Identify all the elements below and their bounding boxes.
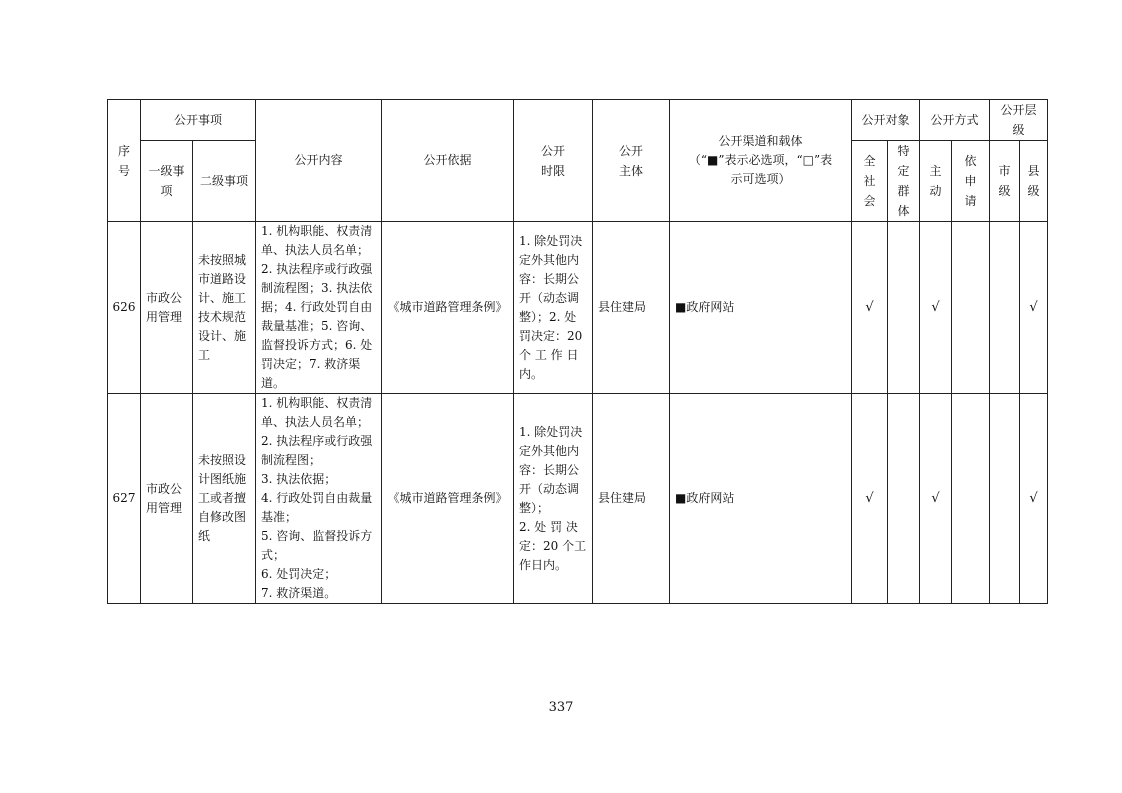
text-line: 计图纸施 xyxy=(198,472,247,486)
text-line: 工 xyxy=(198,347,211,362)
text-line: 容：长期公 xyxy=(519,462,580,477)
text-line: 个 工 作 日 xyxy=(519,347,579,362)
text-line: 级 xyxy=(1027,184,1040,198)
text-line: 罚决定；7. 救济渠道。 xyxy=(261,357,361,390)
text-line: 未按照城 xyxy=(198,252,247,267)
text-line: 一级事 xyxy=(148,164,185,178)
header-time-limit xyxy=(514,100,593,222)
text-line: 技术规范 xyxy=(198,309,247,324)
table-row xyxy=(108,394,1048,604)
check-all-society: √ xyxy=(852,394,888,604)
text-line: 群 xyxy=(897,184,910,198)
header-county xyxy=(1020,141,1048,222)
text-line: 设计、施 xyxy=(198,328,247,343)
header-seq xyxy=(108,100,141,222)
header-all-society xyxy=(852,141,888,222)
text-line: 自修改图 xyxy=(198,510,247,524)
text-line: 市道路设 xyxy=(198,271,247,286)
text-line: 时限 xyxy=(541,163,566,178)
text-line: 工或者擅 xyxy=(198,491,247,505)
header-active xyxy=(920,141,952,222)
check-on-request xyxy=(952,222,990,394)
text-line: 单、执法人员名单； xyxy=(261,415,370,429)
page-number: 337 xyxy=(548,700,574,715)
text-line: 市政公 xyxy=(146,290,183,305)
text-line: 市政公 xyxy=(146,481,183,496)
text-line: 整）； xyxy=(519,500,550,515)
text-line: 公开 xyxy=(619,143,644,158)
header-row-1 xyxy=(108,100,1048,141)
text-line: 裁量基准；5. 咨询、 xyxy=(261,319,373,333)
text-line: 示可选项） xyxy=(730,172,791,186)
text-line: 纸 xyxy=(198,529,211,543)
text-line: 4. 行政处罚自由裁量 xyxy=(261,491,373,505)
text-line: 项 xyxy=(160,184,173,198)
text-line: 序 xyxy=(117,143,130,158)
header-item-group: 公开事项 xyxy=(141,100,256,141)
text-line: 式； xyxy=(261,548,286,562)
row-content xyxy=(256,222,382,394)
text-line: 依 xyxy=(964,154,977,168)
text-line: 制流程图；3. 执法依 xyxy=(261,281,373,295)
text-line: 申 xyxy=(964,174,977,188)
text-line: 级 xyxy=(998,184,1011,198)
header-channel xyxy=(670,100,852,222)
text-line: 罚决定：20 xyxy=(519,328,583,343)
text-line: 7. 救济渠道。 xyxy=(261,586,337,600)
row-basis: 《城市道路管理条例》 xyxy=(382,222,514,394)
text-line: 2. 执法程序或行政强 xyxy=(261,262,373,276)
text-line: 用管理 xyxy=(146,500,183,515)
row-level1 xyxy=(141,222,193,394)
text-line: 整）；2. 处 xyxy=(519,309,577,324)
check-specific-group xyxy=(888,394,920,604)
text-line: 请 xyxy=(964,194,977,208)
text-line: 公开层 xyxy=(1000,103,1037,117)
text-line: 5. 咨询、监督投诉方 xyxy=(261,529,373,543)
text-line: 开（动态调 xyxy=(519,481,580,496)
text-line: 2. 处 罚 决 xyxy=(519,519,578,534)
text-line: 计、施工 xyxy=(198,290,247,305)
text-line: 2. 执法程序或行政强 xyxy=(261,434,373,448)
text-line: 单、执法人员名单； xyxy=(261,243,370,257)
text-line: 基准； xyxy=(261,510,298,524)
text-line: 定 xyxy=(897,164,910,178)
row-subject: 县住建局 xyxy=(593,394,670,604)
header-specific-group xyxy=(888,141,920,222)
text-line: 用管理 xyxy=(146,309,183,324)
header-on-request xyxy=(952,141,990,222)
text-line: 监督投诉方式；6. 处 xyxy=(261,338,373,352)
text-line: 定：20 个工 xyxy=(519,538,587,553)
header-subject xyxy=(593,100,670,222)
row-time-limit xyxy=(514,222,593,394)
text-line: 动 xyxy=(929,184,942,198)
text-line: 级 xyxy=(1012,123,1025,137)
text-line: （“■”表示必选项，“□”表 xyxy=(688,153,833,167)
check-city xyxy=(990,222,1020,394)
header-level2: 二级事项 xyxy=(193,141,256,222)
row-level1 xyxy=(141,394,193,604)
text-line: 1. 除处罚决 xyxy=(519,424,583,439)
text-line: 公开渠道和载体 xyxy=(718,134,803,148)
check-specific-group xyxy=(888,222,920,394)
row-time-limit xyxy=(514,394,593,604)
text-line: 内。 xyxy=(519,366,544,381)
text-line: 特 xyxy=(897,144,910,158)
check-active: √ xyxy=(920,222,952,394)
text-line: 1. 除处罚决 xyxy=(519,233,583,248)
row-basis: 《城市道路管理条例》 xyxy=(382,394,514,604)
text-line: 主体 xyxy=(619,163,644,178)
check-active: √ xyxy=(920,394,952,604)
text-line: 全 xyxy=(863,154,876,168)
text-line: 会 xyxy=(863,194,876,208)
text-line: 定外其他内 xyxy=(519,443,580,458)
header-level1 xyxy=(141,141,193,222)
text-line: 定外其他内 xyxy=(519,252,580,267)
text-line: 社 xyxy=(863,174,876,188)
row-content xyxy=(256,394,382,604)
text-line: 县 xyxy=(1027,164,1040,178)
text-line: 1. 机构职能、权责清 xyxy=(261,224,373,238)
text-line: 主 xyxy=(929,164,942,178)
table-row xyxy=(108,222,1048,394)
text-line: 据；4. 行政处罚自由 xyxy=(261,300,373,314)
header-level-group xyxy=(990,100,1048,141)
text-line: 市 xyxy=(998,164,1011,178)
row-level2 xyxy=(193,394,256,604)
header-object-group: 公开对象 xyxy=(852,100,920,141)
text-line: 开（动态调 xyxy=(519,290,580,305)
header-city xyxy=(990,141,1020,222)
check-on-request xyxy=(952,394,990,604)
text-line: 号 xyxy=(117,163,130,178)
text-line: 制流程图； xyxy=(261,453,322,467)
disclosure-table xyxy=(107,99,1048,604)
check-city xyxy=(990,394,1020,604)
text-line: 作日内。 xyxy=(519,557,568,572)
header-content: 公开内容 xyxy=(256,100,382,222)
header-method-group: 公开方式 xyxy=(920,100,990,141)
text-line: 6. 处罚决定； xyxy=(261,567,337,581)
row-channel: ■政府网站 xyxy=(670,394,852,604)
row-channel: ■政府网站 xyxy=(670,222,852,394)
header-basis: 公开依据 xyxy=(382,100,514,222)
text-line: 体 xyxy=(897,204,910,218)
row-subject: 县住建局 xyxy=(593,222,670,394)
text-line: 未按照设 xyxy=(198,453,247,467)
row-seq: 627 xyxy=(108,394,141,604)
text-line: 容：长期公 xyxy=(519,271,580,286)
check-all-society: √ xyxy=(852,222,888,394)
check-county: √ xyxy=(1020,394,1048,604)
text-line: 1. 机构职能、权责清 xyxy=(261,396,373,410)
row-level2 xyxy=(193,222,256,394)
check-county: √ xyxy=(1020,222,1048,394)
text-line: 公开 xyxy=(541,143,566,158)
row-seq: 626 xyxy=(108,222,141,394)
text-line: 3. 执法依据； xyxy=(261,472,337,486)
